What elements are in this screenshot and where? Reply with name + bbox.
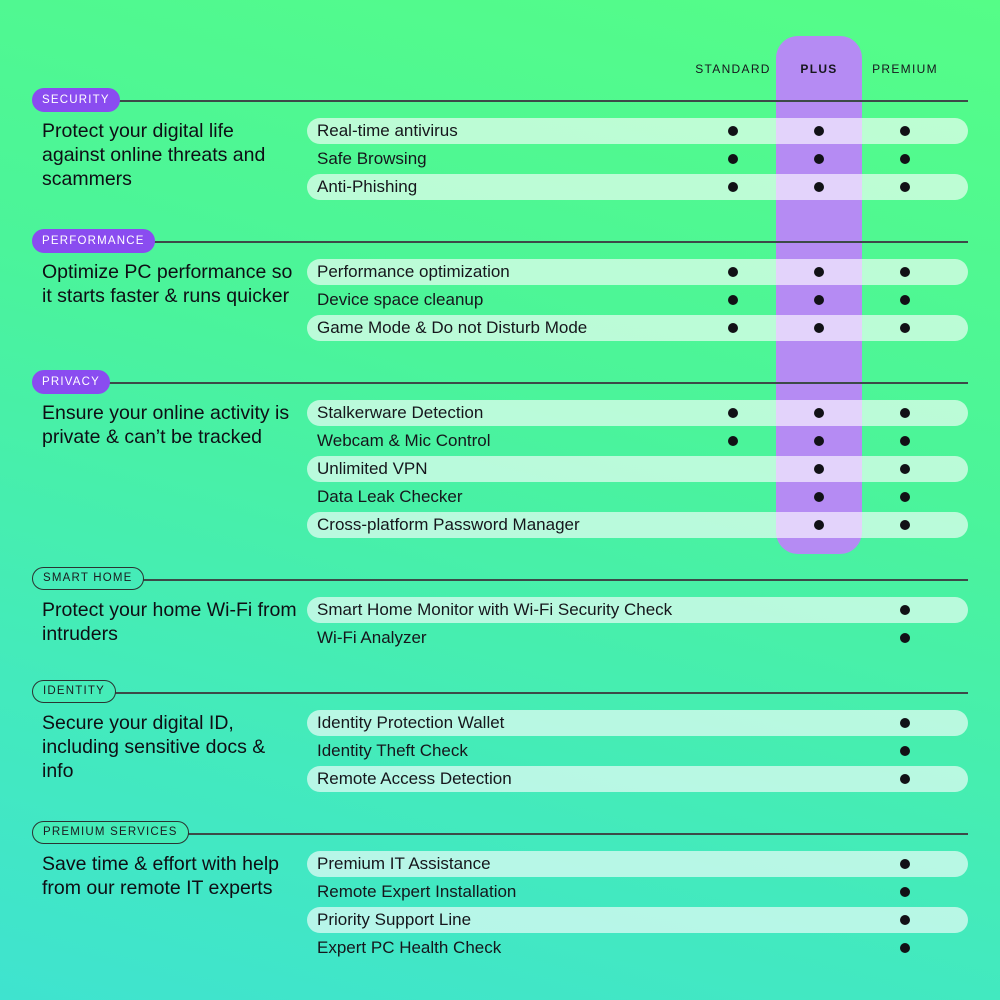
feature-name: Remote Access Detection (317, 769, 512, 788)
feature-name: Anti-Phishing (317, 177, 418, 196)
included-dot-standard-icon (728, 436, 738, 446)
section-divider (36, 382, 968, 384)
section-tag-identity: IDENTITY (32, 680, 116, 703)
included-dot-premium-icon (900, 605, 910, 615)
feature-row (307, 625, 968, 651)
included-dot-premium-icon (900, 182, 910, 192)
column-header-plus: PLUS (800, 62, 838, 76)
included-dot-premium-icon (900, 887, 910, 897)
included-dot-premium-icon (900, 633, 910, 643)
section-description: Ensure your online activity is private & can’t be tracked (42, 402, 290, 448)
feature-name: Remote Expert Installation (317, 882, 517, 901)
included-dot-premium-icon (900, 323, 910, 333)
included-dot-plus-icon (814, 492, 824, 502)
included-dot-standard-icon (728, 126, 738, 136)
included-dot-plus-icon (814, 295, 824, 305)
included-dot-premium-icon (900, 746, 910, 756)
included-dot-premium-icon (900, 267, 910, 277)
included-dot-standard-icon (728, 295, 738, 305)
section-tag-premium-services: PREMIUM SERVICES (32, 821, 189, 844)
feature-name: Game Mode & Do not Disturb Mode (317, 318, 588, 337)
section-description: Save time & effort with help from our remote IT experts (42, 853, 280, 899)
feature-row (307, 484, 968, 510)
feature-name: Webcam & Mic Control (317, 431, 491, 450)
section-tag-smart-home: SMART HOME (32, 567, 144, 590)
feature-name: Identity Theft Check (317, 741, 468, 760)
section-description: Optimize PC performance so it starts faster & runs quicker (42, 261, 293, 307)
feature-row (307, 456, 968, 482)
feature-row (307, 259, 968, 285)
feature-row (307, 118, 968, 144)
feature-name: Cross-platform Password Manager (317, 515, 580, 534)
included-dot-plus-icon (814, 464, 824, 474)
feature-row (307, 287, 968, 313)
feature-name: Device space cleanup (317, 290, 484, 309)
included-dot-premium-icon (900, 859, 910, 869)
included-dot-plus-icon (814, 520, 824, 530)
included-dot-premium-icon (900, 154, 910, 164)
included-dot-premium-icon (900, 492, 910, 502)
feature-row (307, 738, 968, 764)
included-dot-plus-icon (814, 436, 824, 446)
feature-name: Premium IT Assistance (317, 854, 491, 873)
included-dot-plus-icon (814, 126, 824, 136)
included-dot-premium-icon (900, 520, 910, 530)
column-header-premium: PREMIUM (872, 62, 938, 76)
included-dot-premium-icon (900, 718, 910, 728)
feature-name: Priority Support Line (317, 910, 472, 929)
feature-row (307, 710, 968, 736)
feature-row (307, 315, 968, 341)
included-dot-premium-icon (900, 943, 910, 953)
feature-row (307, 146, 968, 172)
section-divider (36, 100, 968, 102)
included-dot-plus-icon (814, 182, 824, 192)
section-divider (36, 692, 968, 694)
included-dot-premium-icon (900, 774, 910, 784)
section-tag-security: SECURITY (32, 88, 120, 112)
feature-row (307, 851, 968, 877)
feature-name: Wi-Fi Analyzer (317, 628, 427, 647)
included-dot-standard-icon (728, 267, 738, 277)
feature-row (307, 879, 968, 905)
feature-name: Unlimited VPN (317, 459, 428, 478)
included-dot-standard-icon (728, 323, 738, 333)
feature-name: Data Leak Checker (317, 487, 463, 506)
section-description: Protect your digital life against online threats and scammers (42, 120, 266, 190)
section-divider (36, 579, 968, 581)
included-dot-plus-icon (814, 323, 824, 333)
included-dot-standard-icon (728, 154, 738, 164)
column-header-standard: STANDARD (695, 62, 771, 76)
included-dot-premium-icon (900, 126, 910, 136)
feature-name: Smart Home Monitor with Wi-Fi Security Check (317, 600, 673, 619)
feature-row (307, 766, 968, 792)
section-tag-privacy: PRIVACY (32, 370, 110, 394)
included-dot-premium-icon (900, 295, 910, 305)
included-dot-plus-icon (814, 267, 824, 277)
feature-name: Real-time antivirus (317, 121, 458, 140)
section-description: Protect your home Wi-Fi from intruders (42, 599, 297, 645)
feature-row (307, 935, 968, 961)
feature-row (307, 428, 968, 454)
feature-row (307, 597, 968, 623)
feature-row (307, 512, 968, 538)
included-dot-premium-icon (900, 464, 910, 474)
feature-name: Expert PC Health Check (317, 938, 502, 957)
included-dot-premium-icon (900, 915, 910, 925)
section-divider (36, 241, 968, 243)
section-description: Secure your digital ID, including sensitive docs & info (42, 712, 266, 782)
feature-name: Performance optimization (317, 262, 510, 281)
feature-row (307, 174, 968, 200)
included-dot-premium-icon (900, 436, 910, 446)
included-dot-plus-icon (814, 408, 824, 418)
included-dot-premium-icon (900, 408, 910, 418)
feature-row (307, 400, 968, 426)
included-dot-plus-icon (814, 154, 824, 164)
feature-row (307, 907, 968, 933)
feature-name: Identity Protection Wallet (317, 713, 505, 732)
included-dot-standard-icon (728, 408, 738, 418)
feature-name: Safe Browsing (317, 149, 427, 168)
feature-name: Stalkerware Detection (317, 403, 484, 422)
included-dot-standard-icon (728, 182, 738, 192)
section-tag-performance: PERFORMANCE (32, 229, 155, 253)
